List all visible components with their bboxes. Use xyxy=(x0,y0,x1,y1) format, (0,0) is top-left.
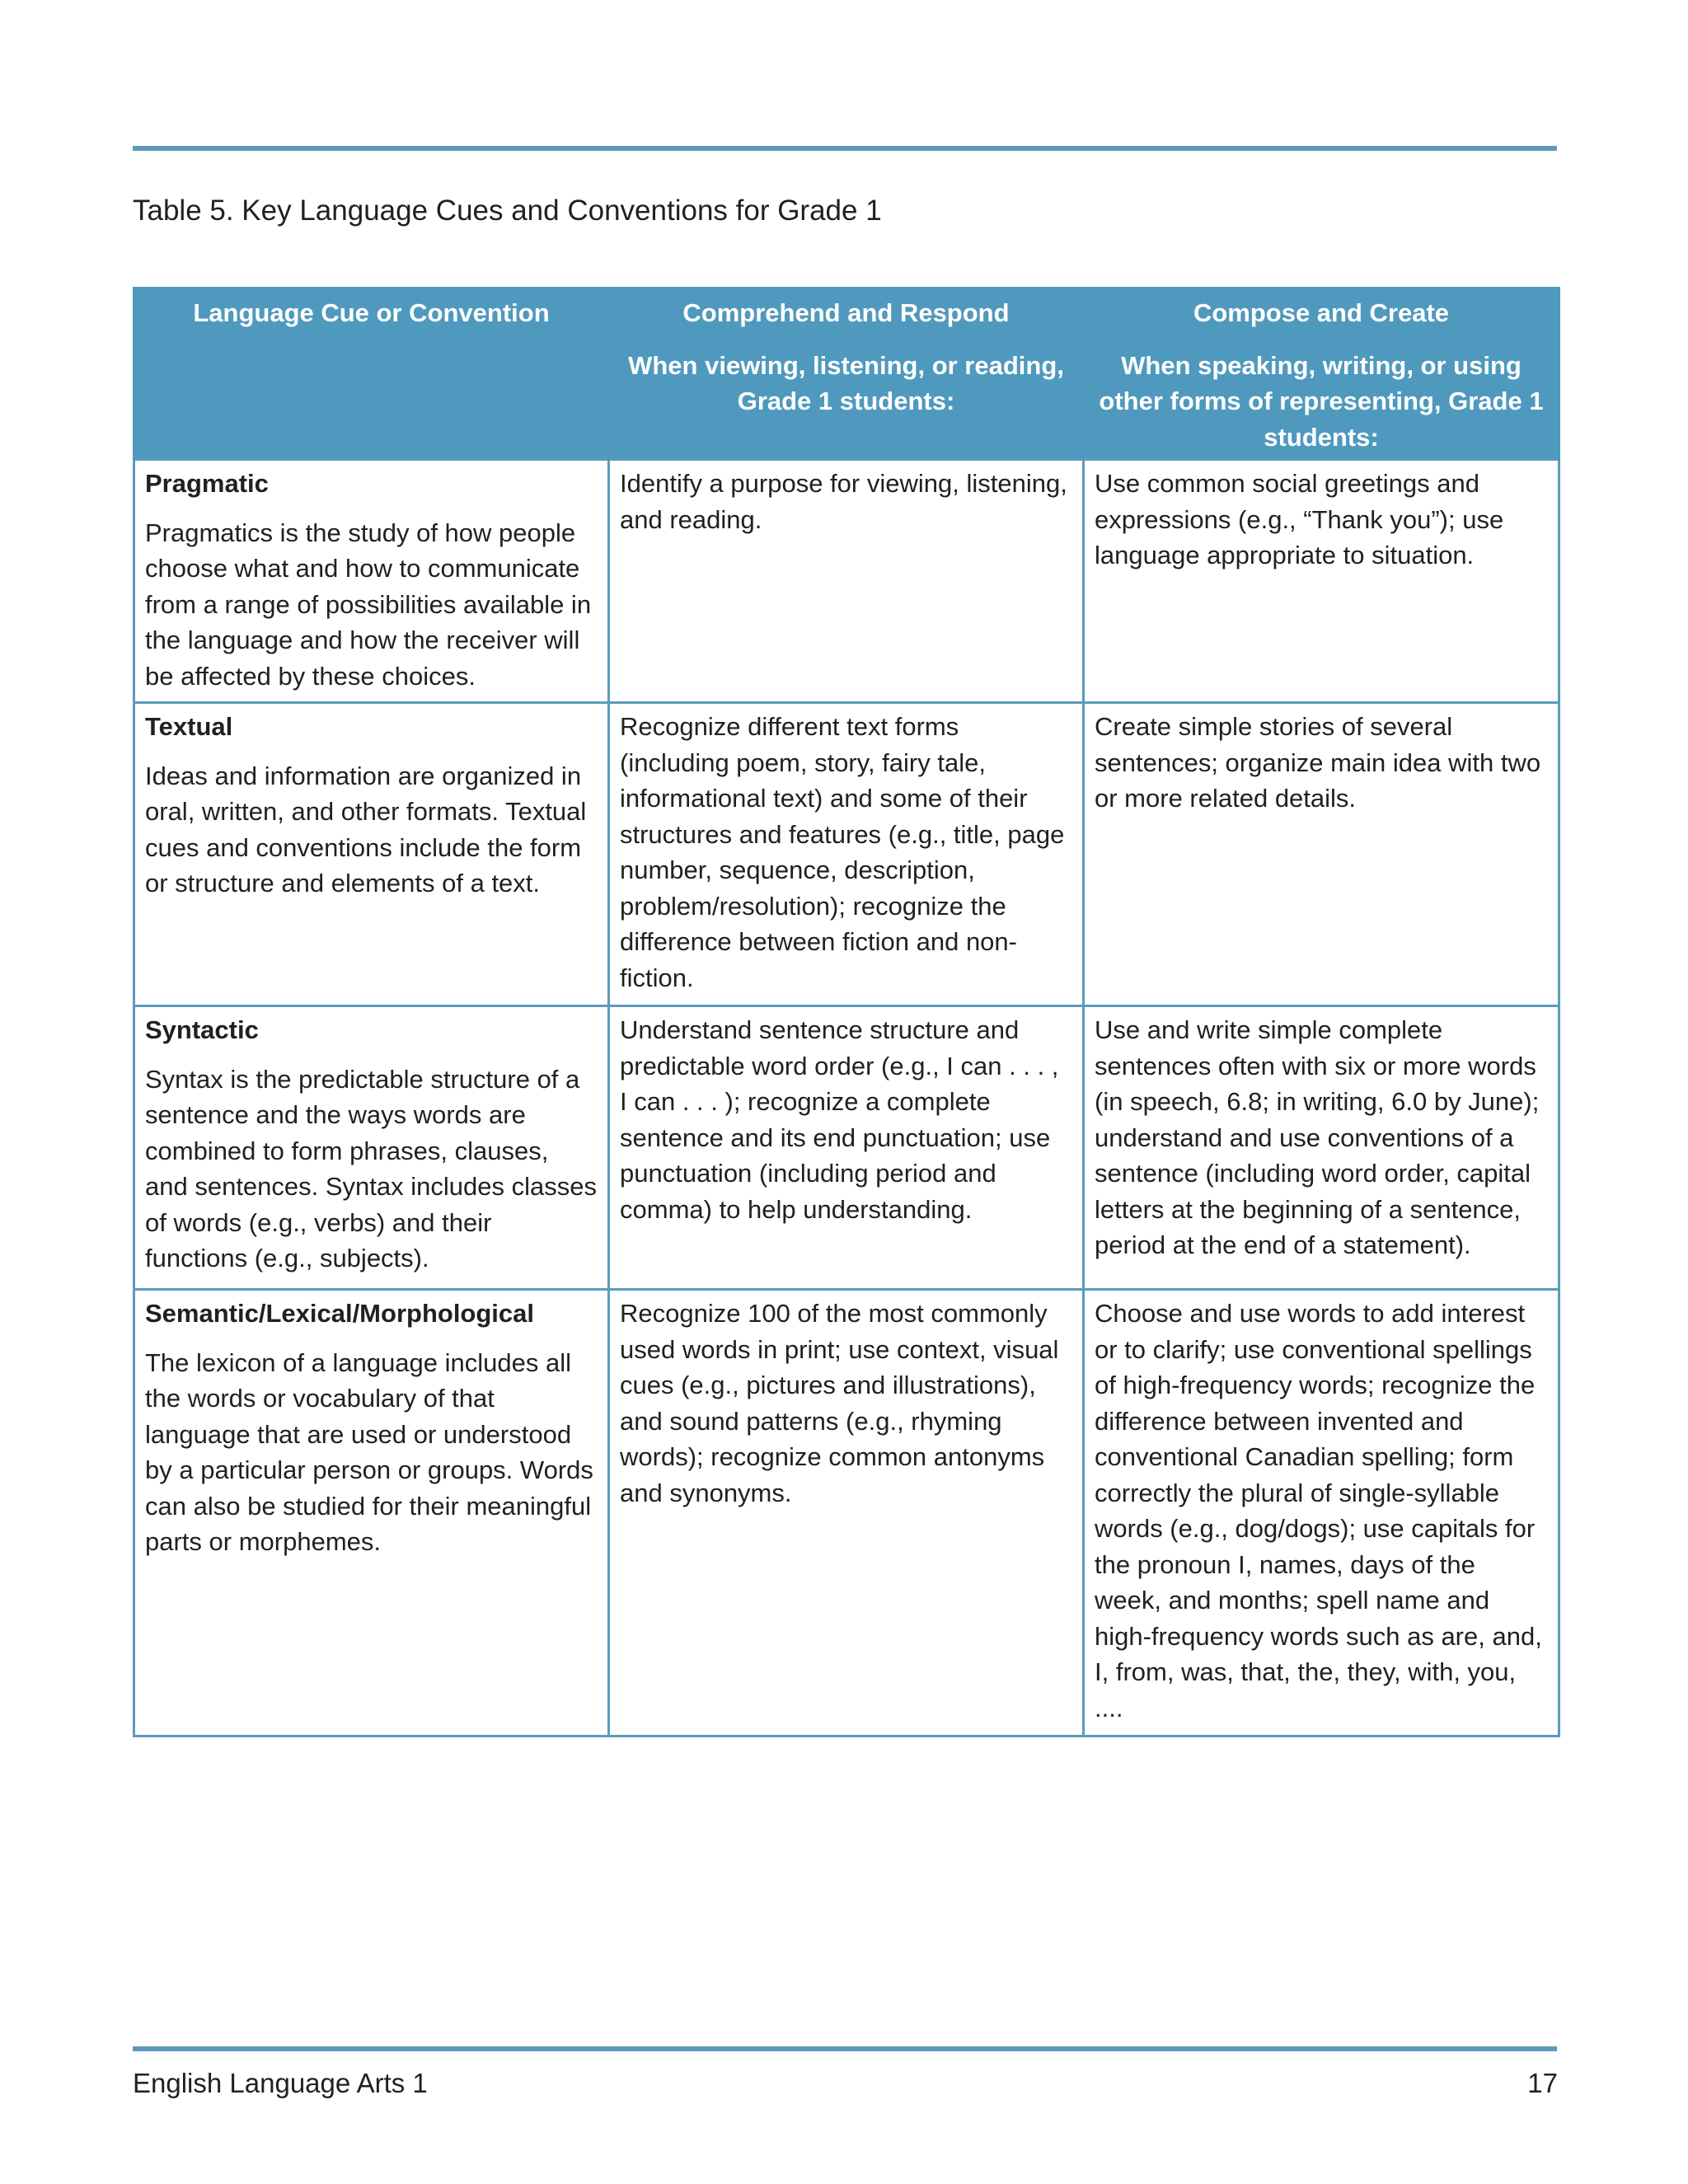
table-row xyxy=(134,1290,1559,1736)
compose-cell: Use and write simple complete sentences often with six or more words (in speech, 6.8; in writing, 6.0 by June); understand and use conventions of a sentence (including word order, capital letters at the beginning of a sentence, period at the end of a statement). xyxy=(1084,1006,1559,1290)
cue-term: Syntactic xyxy=(145,1015,259,1044)
table-caption: Table 5. Key Language Cues and Conventions for Grade 1 xyxy=(133,194,882,227)
page-number: 17 xyxy=(1527,2068,1558,2098)
top-rule xyxy=(133,146,1557,151)
table-row xyxy=(134,1006,1559,1290)
compose-cell: Choose and use words to add interest or to clarify; use conventional spellings of high-frequency words; recognize the difference between invented and conventional Canadian spelling; form correctly the plural of single-syllable words (e.g., dog/dogs); use capitals for the pronoun I, names, days of the week, and months; spell name and high-frequency words such as are, and, I, from, was, that, the, they, with, you, .... xyxy=(1084,1290,1559,1736)
header-title: Comprehend and Respond xyxy=(682,298,1010,327)
cue-cell xyxy=(134,460,609,703)
table-header-row xyxy=(134,287,1559,460)
cue-cell xyxy=(134,1006,609,1290)
table-row xyxy=(134,460,1559,703)
cue-cell xyxy=(134,1290,609,1736)
bottom-rule xyxy=(133,2046,1557,2051)
cue-term: Textual xyxy=(145,712,233,741)
cue-description: Ideas and information are organized in oral, written, and other formats. Textual cues and conventions include the form or structure and elements of a text. xyxy=(145,761,587,898)
header-subtitle: When speaking, writing, or using other forms of representing, Grade 1 students: xyxy=(1099,350,1544,452)
header-comprehend-respond xyxy=(609,287,1084,460)
cue-description: The lexicon of a language includes all the words or vocabulary of that language that are used or understood by a particular person or groups. Words can also be studied for their meaningful parts or morphemes. xyxy=(145,1347,593,1556)
header-subtitle: When viewing, listening, or reading, Grade 1 students: xyxy=(628,350,1064,415)
language-cues-table xyxy=(133,287,1560,1737)
comprehend-cell: Identify a purpose for viewing, listening, and reading. xyxy=(609,460,1084,703)
footer-title: English Language Arts 1 xyxy=(133,2068,428,2098)
compose-cell: Use common social greetings and expressions (e.g., “Thank you”); use language appropriate to situation. xyxy=(1084,460,1559,703)
header-title: Compose and Create xyxy=(1193,298,1450,327)
cue-term: Semantic/Lexical/Morphological xyxy=(145,1299,535,1328)
header-compose-create xyxy=(1084,287,1559,460)
cue-term: Pragmatic xyxy=(145,469,269,498)
comprehend-cell: Understand sentence structure and predictable word order (e.g., I can . . . , I can . . . ); recognize a complete sentence and its end punctuation; use punctuation (including period and comma) to help understanding. xyxy=(609,1006,1084,1290)
cue-cell xyxy=(134,703,609,1006)
cue-description: Pragmatics is the study of how people choose what and how to communicate from a range of possibilities available in the language and how the receiver will be affected by these choices. xyxy=(145,518,592,691)
comprehend-cell: Recognize different text forms (including poem, story, fairy tale, informational text) and some of their structures and features (e.g., title, page number, sequence, description, problem/resolution); recognize the difference between fiction and non-fiction. xyxy=(609,703,1084,1006)
compose-cell: Create simple stories of several sentences; organize main idea with two or more related details. xyxy=(1084,703,1559,1006)
header-language-cue xyxy=(134,287,609,460)
cue-description: Syntax is the predictable structure of a sentence and the ways words are combined to form phrases, clauses, and sentences. Syntax includes classes of words (e.g., verbs) and their functions (e.g., subjects). xyxy=(145,1064,597,1272)
header-title: Language Cue or Convention xyxy=(193,298,550,327)
table-row xyxy=(134,703,1559,1006)
comprehend-cell: Recognize 100 of the most commonly used words in print; use context, visual cues (e.g., pictures and illustrations), and sound patterns (e.g., rhyming words); recognize common antonyms and synonyms. xyxy=(609,1290,1084,1736)
